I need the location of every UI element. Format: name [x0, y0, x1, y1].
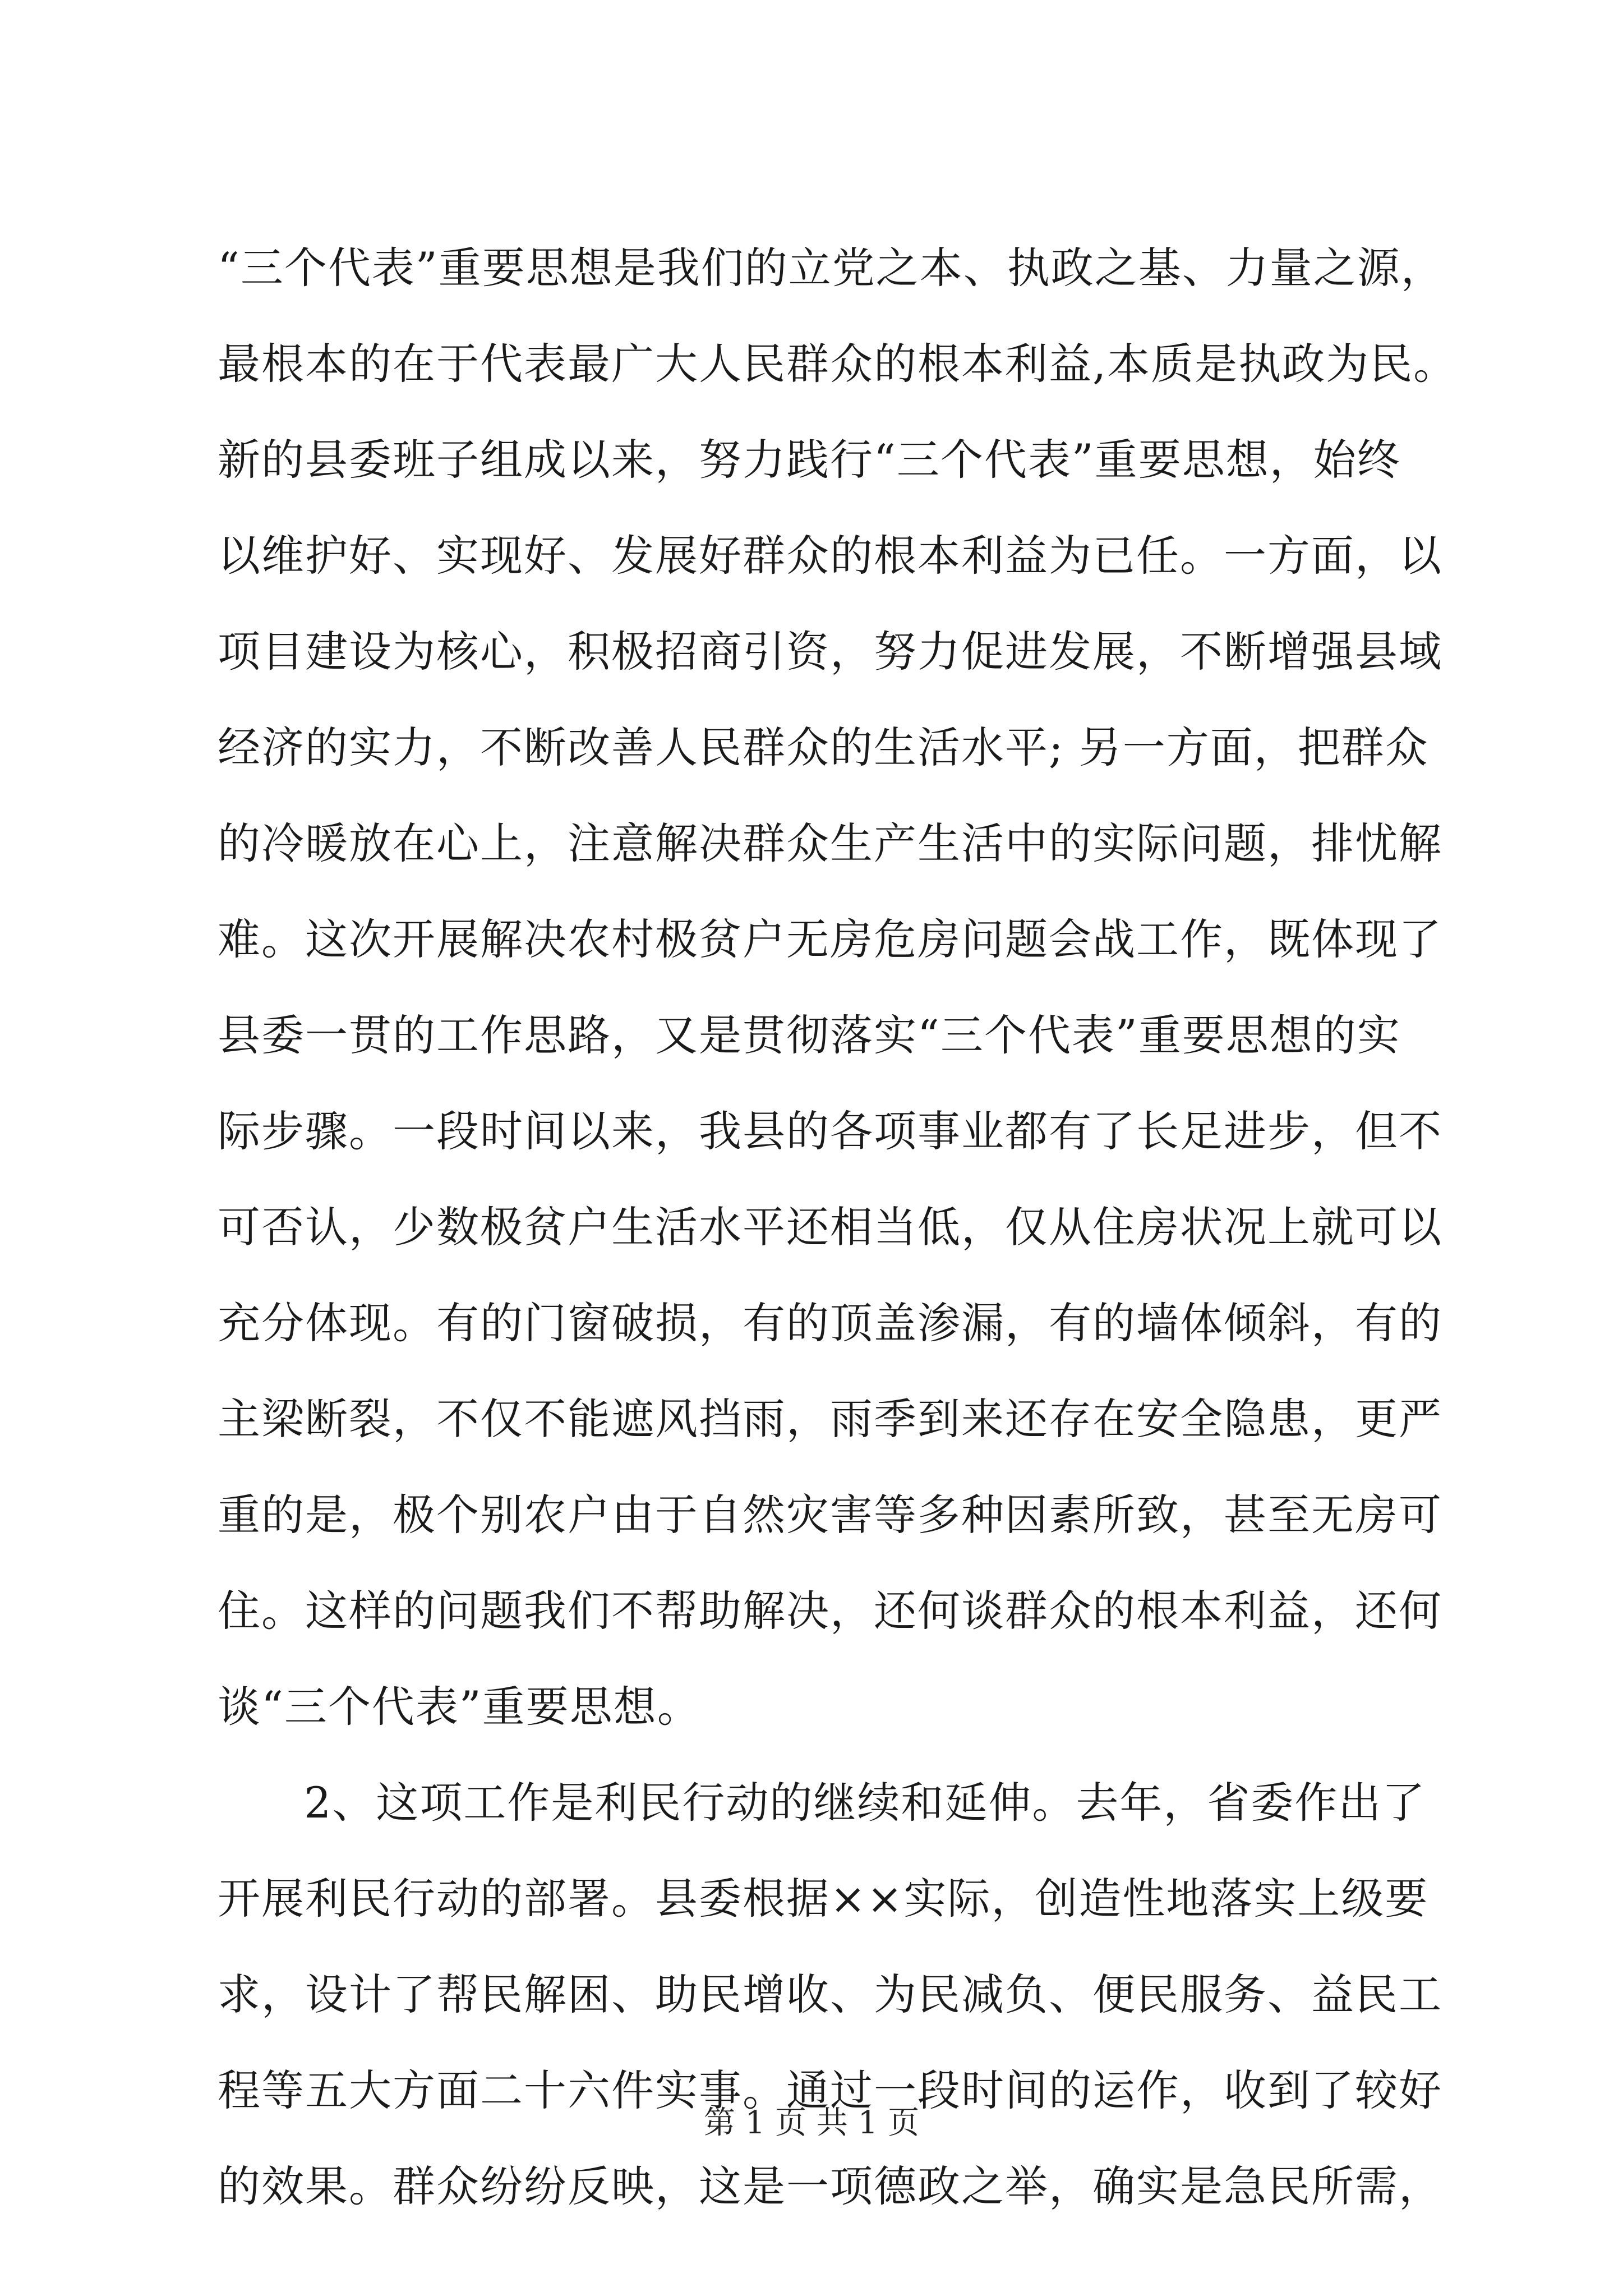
text-line-18: 开展利民行动的部署。县委根据××实际，创造性地落实上级要: [218, 1874, 1429, 1924]
text-line-8: 难。这次开展解决农村极贫户无房危房问题会战工作，既体现了: [218, 914, 1442, 964]
text-line-20: 程等五大方面二十六件实事。通过一段时间的运作，收到了较好: [218, 2065, 1442, 2115]
text-line-10: 际步骤。一段时间以来，我县的各项事业都有了长足进步，但不: [218, 1106, 1442, 1156]
text-line-6: 经济的实力，不断改善人民群众的生活水平; 另一方面，把群众: [218, 723, 1429, 772]
text-line-16: 谈“三个代表”重要思想。: [218, 1682, 701, 1732]
text-line-11: 可否认，少数极贫户生活水平还相当低，仅从住房状况上就可以: [218, 1202, 1442, 1252]
text-line-12: 充分体现。有的门窗破损，有的顶盖渗漏，有的墙体倾斜，有的: [218, 1298, 1442, 1348]
text-line-2: 最根本的在于代表最广大人民群众的根本利益,本质是执政为民。: [218, 339, 1458, 389]
text-line-4: 以维护好、实现好、发展好群众的根本利益为已任。一方面，以: [218, 531, 1442, 581]
page-number-label: 第 1 页 共 1 页: [703, 2105, 920, 2141]
text-line-15: 住。这样的问题我们不帮助解决，还何谈群众的根本利益，还何: [218, 1586, 1442, 1636]
text-line-9: 县委一贯的工作思路，又是贯彻落实“三个代表”重要思想的实: [218, 1010, 1401, 1060]
text-line-14: 重的是，极个别农户由于自然灾害等多种因素所致，甚至无房可: [218, 1490, 1442, 1540]
text-line-1: “三个代表”重要思想是我们的立党之本、执政之基、力量之源，: [218, 243, 1445, 293]
text-line-13: 主梁断裂，不仅不能遮风挡雨，雨季到来还存在安全隐患，更严: [218, 1394, 1442, 1444]
text-line-17: 2、这项工作是利民行动的继续和延伸。去年，省委作出了: [304, 1778, 1426, 1828]
text-line-21: 的效果。群众纷纷反映，这是一项德政之举，确实是急民所需，: [218, 2161, 1442, 2211]
text-line-19: 求，设计了帮民解困、助民增收、为民减负、便民服务、益民工: [218, 1970, 1442, 2019]
text-line-5: 项目建设为核心，积极招商引资，努力促进发展，不断增强县域: [218, 627, 1442, 677]
text-line-7: 的冷暖放在心上，注意解决群众生产生活中的实际问题，排忧解: [218, 818, 1442, 868]
document-body: [218, 220, 1458, 2234]
page-footer: [0, 2101, 1623, 2146]
text-line-3: 新的县委班子组成以来，努力践行“三个代表”重要思想，始终: [218, 435, 1401, 485]
